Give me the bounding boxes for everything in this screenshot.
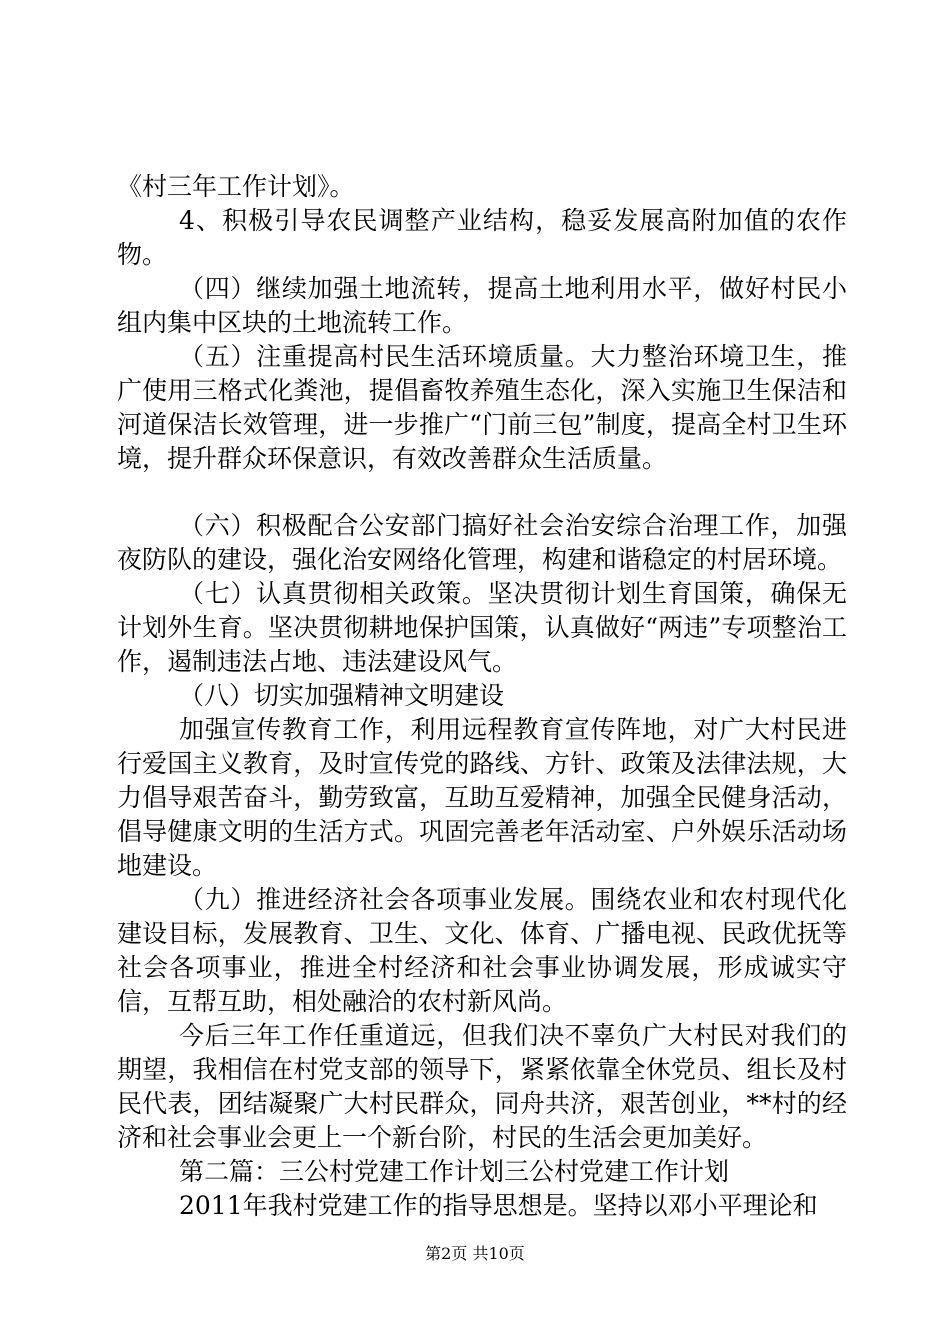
paragraph-section-8-body: 加强宣传教育工作，利用远程教育宣传阵地，对广大村民进行爱国主义教育，及时宣传党的路线、方针、政策及法律法规，大力倡导艰苦奋斗，勤劳致富，互助互爱精神，加强全民健身活动，倡导健康文明的生活方式。巩固完善老年活动室、户外娱乐活动场地建设。 (117, 715, 847, 880)
paragraph-section-6: （六）积极配合公安部门搞好社会治安综合治理工作，加强夜防队的建设，强化治安网络化管理，构建和谐稳定的村居环境。 (117, 511, 847, 574)
paragraph-section-8-heading: （八）切实加强精神文明建设 (179, 681, 505, 710)
paragraph-section-9: （九）推进经济社会各项事业发展。围绕农业和农村现代化建设目标，发展教育、卫生、文化、体育、广播电视、民政优抚等社会各项事业，推进全村经济和社会事业协调发展，形成诚实守信，互帮互助，相处融洽的农村新风尚。 (117, 885, 847, 1016)
paragraph-conclusion: 今后三年工作任重道远，但我们决不辜负广大村民对我们的期望，我相信在村党支部的领导下，紧紧依靠全休党员、组长及村民代表，团结凝聚广大村民群众，同舟共济，艰苦创业，**村的经济和社会事业会更上一个新台阶，村民的生活会更加美好。 (117, 1021, 847, 1152)
paragraph-section-7: （七）认真贯彻相关政策。坚决贯彻计划生育国策，确保无计划外生育。坚决贯彻耕地保护国策，认真做好“两违”专项整治工作，遏制违法占地、违法建设风气。 (117, 579, 847, 676)
paragraph-part-two-intro: 2011年我村党建工作的指导思想是。坚持以邓小平理论和 (179, 1191, 818, 1220)
paragraph-section-4: （四）继续加强土地流转，提高土地利用水平，做好村民小组内集中区块的土地流转工作。 (117, 274, 847, 337)
paragraph-section-5: （五）注重提高村民生活环境质量。大力整治环境卫生，推广使用三格式化粪池，提倡畜牧养殖生态化，深入实施卫生保洁和河道保洁长效管理，进一步推广“门前三包”制度，提高全村卫生环境，提升群众环保意识，有效改善群众生活质量。 (117, 342, 847, 473)
document-body (117, 170, 847, 1223)
paragraph-part-two-title: 第二篇：三公村党建工作计划三公村党建工作计划 (179, 1157, 730, 1186)
page-footer (0, 1244, 950, 1264)
paragraph-item-4: 4、积极引导农民调整产业结构，稳妥发展高附加值的农作物。 (117, 206, 847, 269)
paragraph-continuation: 《村三年工作计划》。 (117, 172, 355, 201)
page-number-label: 第2页 共10页 (425, 1244, 525, 1263)
